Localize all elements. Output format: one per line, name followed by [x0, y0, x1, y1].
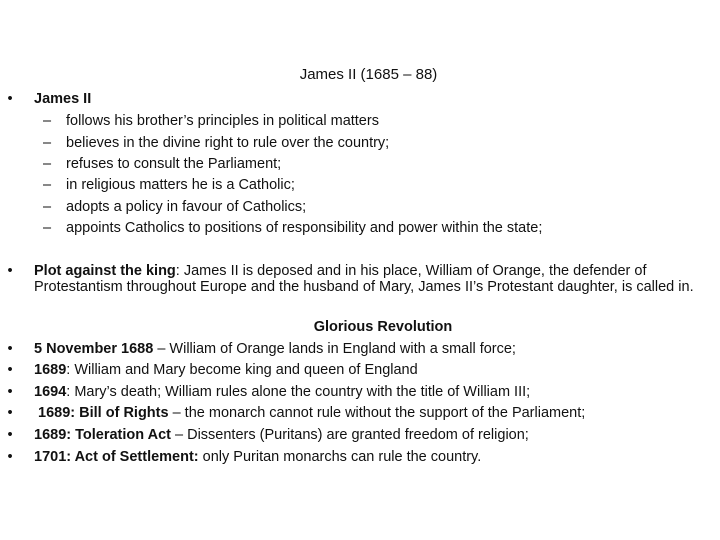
james-ii-heading: James II	[34, 91, 92, 107]
bullet-marker: •	[7, 427, 13, 443]
dash-marker: –	[42, 113, 52, 129]
event-date: 1689: Bill of Rights	[34, 405, 169, 421]
event-text: – Dissenters (Puritans) are granted freedom of religion;	[170, 427, 529, 443]
dash-marker: –	[42, 220, 52, 236]
bullet-marker: •	[7, 405, 13, 421]
event-date: 1689: Toleration Act	[34, 427, 171, 443]
title-years: (1685 – 88)	[356, 66, 438, 83]
bullet-marker: •	[7, 384, 13, 400]
dash-marker: –	[42, 156, 52, 172]
event-date: 1701: Act of Settlement:	[34, 449, 199, 465]
event-text: – the monarch cannot rule without the support of the Parliament;	[168, 405, 586, 421]
james-sub-text: refuses to consult the Parliament;	[66, 156, 282, 172]
event-date: 1694	[34, 384, 67, 400]
james-sub-text: adopts a policy in favour of Catholics;	[66, 199, 307, 215]
james-sub-text: appoints Catholics to positions of responsibility and power within the state;	[66, 220, 543, 236]
james-sub-text: follows his brother’s principles in political matters	[66, 113, 379, 129]
james-sub-text: in religious matters he is a Catholic;	[66, 177, 295, 193]
plot-bold-label: Plot against the king	[34, 263, 176, 279]
bullet-marker: •	[7, 91, 13, 107]
event-date: 1689	[34, 362, 67, 378]
plot-text: : James II is deposed and in his place, William of Orange, the defender of Protestantism throughout Europe and the husband of Mary, James II’s Protestant daughter, is called in.	[34, 263, 694, 295]
title-main: James II	[299, 66, 357, 83]
event-text: only Puritan monarchs can rule the country.	[198, 449, 482, 465]
event-text: – William of Orange lands in England with a small force;	[153, 341, 516, 357]
event-text: : William and Mary become king and queen of England	[66, 362, 418, 378]
glorious-revolution-heading: Glorious Revolution	[313, 319, 453, 335]
bullet-marker: •	[7, 341, 13, 357]
bullet-marker: •	[7, 263, 13, 279]
event-date: 5 November 1688	[34, 341, 154, 357]
bullet-marker: •	[7, 362, 13, 378]
dash-marker: –	[42, 135, 52, 151]
dash-marker: –	[42, 177, 52, 193]
dash-marker: –	[42, 199, 52, 215]
james-sub-text: believes in the divine right to rule over the country;	[66, 135, 390, 151]
plot-paragraph	[34, 263, 706, 295]
event-text: : Mary’s death; William rules alone the country with the title of William III;	[66, 384, 531, 400]
bullet-marker: •	[7, 449, 13, 465]
slide-title	[0, 66, 720, 84]
